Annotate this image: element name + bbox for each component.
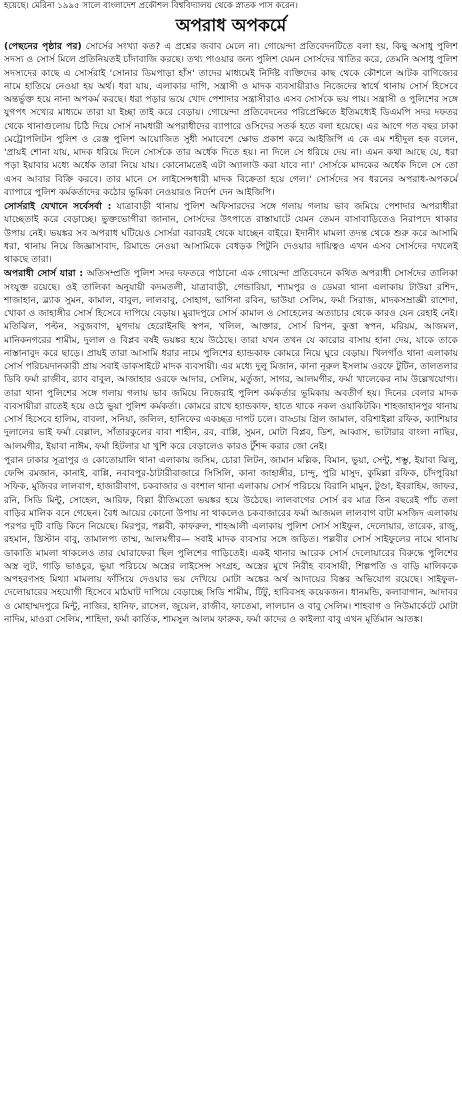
previous-article-tail: হয়েছে। মেরিনা ১৯৯৫ সালে বাংলাদেশ প্রকৌশল বিশ্ববিদ্যালয় থেকে স্নাতক পাস করেন। bbox=[4, 1, 298, 11]
continuation-marker: (পেছনের পৃষ্ঠার পর) bbox=[4, 41, 82, 52]
paragraph-intro bbox=[4, 40, 458, 199]
paragraph-old-dhaka bbox=[4, 454, 458, 626]
paragraph-sources-everything bbox=[4, 200, 458, 266]
paragraph-sources-everything-text: যাত্রাবাড়ী থানায় পুলিশ অফিসারদের সঙ্গে গলায় গলায় ভাব জমিয়ে পেশাদার অপরাধীরা যাচ্ছেতাই করে বেড়াচ্ছে। ভুক্তভোগীরা জানান, সোর্সদের উৎপাতে রাস্তাঘাটে যেমন তেমন বাসাবাড়িতেও নিরাপদে থাকার উপায় নেই। ভয়ঙ্কর সব অপরাধ ঘটিয়েও সোর্সরা বরাবরই থেকে যাচ্ছেন বাইরে। ইদানীং মামলা তদন্ত থেকে শুরু করে আসামি ধরা, থানায় নিয়ে জিজ্ঞাসাবাদ, রিমান্ডে নেওয়া আসামিকে বেধড়ক পিটুনি দেওয়ার দায়িত্বও এখন এসব সোর্সদের দখলেই থাকছে তারা। bbox=[4, 201, 458, 265]
article-body bbox=[0, 40, 462, 626]
subheading-criminal-sources: অপরাধী সোর্স যারা : bbox=[4, 268, 84, 280]
paragraph-intro-text: সোর্সের সংখ্যা কত? এ প্রশ্নের জবাব মেলে না। গোয়েন্দা প্রতিবেদনটিতে বলা হয়, কিছু অসাধু পুলিশ সদস্য ও সোর্স মিলে প্রতিনিয়তই চাঁদাবাজি করছে। তথ্য পাওয়ার জন্য পুলিশ যেমন সোর্সদের খাতির করে, তেমনি অসাধু পুলিশ সদস্যদের কাছে এ সোর্সরাই 'সোনার ডিমপাড়া হাঁস' তাদের মাধ্যমেই নির্দিষ্ট ব্যক্তিদের কাছ থেকে কৌশলে আটক বাণিজ্যের নামে হাতিয়ে নেওয়া হয় অর্থ। ধরা যায়, এলাকার দাগি, সন্ত্রাসী ও মাদক ব্যবসায়ীরাও নিজেদের স্বার্থে থানায় সোর্স হিসেবে অন্তর্ভুক্ত হয়ে নানা অপকর্ম করছে। ধরা পড়ার ভয়ে খোদ পেশাদার সন্ত্রাসীরাও এসব সোর্সকে ভয় পায়। সন্ত্রাসী ও পুলিশের সঙ্গে যুগপৎ সখ্যের মাধ্যমে তারা যা ইচ্ছা তাই করে বেড়ায়। গোয়েন্দা প্রতিবেদনের পরিপ্রেক্ষিতে ইতিমধ্যেই ডিএমপি সদর দফতর থেকে থানাগুলোয় চিঠি দিয়ে সোর্স নামধারী অপরাধীদের ব্যাপারে ওসিদের সতর্ক হতে বলা হয়েছে। এর আগে গত বছর ঢাকা মেট্রোপলিটন পুলিশ ও রেঞ্জ পুলিশ আয়োজিত সুধী সমাবেশে ক্ষোভ প্রকাশ করে আইজিপি এ কে এম শহীদুল হক বলেন, 'প্রায়ই শোনা যায়, মাদক ধরিয়ে দিলে সোর্সকে তার অর্ধেক দিতে হয়। না দিলে সে ধরিয়ে দেয় না। এমন কথা আছে যে, ধরা পড়া ইয়াবার মধ্যে অর্ধেক তারা নিয়ে যায়। কোনোমতেই এটা অ্যালাউ করা যাবে না।' সোর্সকে মাদকের অর্ধেক দিলে সে তো এসব আবার বিক্রি করবে। তার মানে সে লাইসেন্সধারী মাদক বিক্রেতা হয়ে গেল।' সোর্সদের সব ধরনের অপরাধ-অপকর্মে ব্যাপারে পুলিশ কর্মকর্তাদের কঠোর ভূমিকা নেওয়ারও নির্দেশ দেন আইজিপি। bbox=[4, 41, 458, 198]
article-headline: অপরাধ অপকর্মে bbox=[175, 16, 287, 36]
paragraph-criminal-sources-text: অতিসম্প্রতি পুলিশ সদর দফতরে পাঠানো এক গোয়েন্দা প্রতিবেদনে কথিত অপরাধী সোর্সদের তালিকা সংযুক্ত রয়েছে। ওই তালিকা অনুযায়ী কদমতলী, যাত্রাবাড়ী, গেন্ডারিয়া, শ্যামপুর ও ডেমরা থানা এলাকায় টাউয়া রশিদ, শাজাহান, ব্ল্যাক সুমন, কামাল, বাবুল, লালবাবু, সোহাগ, ভাগিনা রবিন, ভাউয়া সেলিম, ফর্মা সিরাজ, মাদকসম্রাজ্ঞী রাশেদা, খোকা ও জাহাঙ্গীর সোর্স হিসেবে দাপিয়ে বেড়ায়। মুরাদপুরে সোর্স কামাল ও সোহেলের অত্যাচার থেকে কারও যেন রেহাই নেই। মতিঝিল, পল্টন, সবুজবাগ, মুগদায় হেরোইনছি স্বপন, খলিল, আক্তার, সোর্স রিপন, কুত্তা স্বপন, মরিয়ম, আজমল, মানিকনগরের শামীম, দুলাল ও বিপ্লব বর্ষই ভয়ঙ্কর হয়ে উঠেছে। তারা যখন তখন যে কারোর বাসায় হানা দেয়, যাকে তাকে নাস্তানাবুদ করে ছাড়ে। প্রায়ই তারা আসামি ধরার নামে পুলিশের হ্যান্ডকাফ কোমরে নিয়ে ঘুরে বেড়ায়। খিলগাঁও থানা এলাকায় সোর্স পরিচয়দানকারী প্রায় সবাই ডাকসাইটে মাদক ব্যবসায়ী। এর মধ্যে দুলু মিজান, কানা নূরুল ইসলাম ওরফে টুটিন, তালতলার ডিবি ফর্মা রাজীব, র‍্যাব বাবুল, আজাহার ওরফে আদার, সেলিম, মর্তুজা, সাগর, আলমগীর, ফর্মা খালেকের নাম উল্লেখযোগ্য। তারা থানা পুলিশের সঙ্গে গলায় গলায় ভাব জমিয়ে নিজেরাই পুলিশ কর্মকর্তার ভূমিকায় অবতীর্ণ হয়। দিনের বেলার মাদক ব্যবসায়ীরা রাতেই হয়ে ওঠে ভুয়া পুলিশ কর্মকর্তা। কোমরে রাখে হ্যান্ডকাফ, হাতে থাকে নকল ওয়াকিটকি। শাহজাহানপুর থানায় সোর্স হিসেবে হালিম, বাবলা, সনিয়া, জলিল, হানিফের একচ্ছত্র দাপট চলে। বাড্ডায় গ্রিল জামাল, বরিশাইল্লা রফিক, ক্যাশিয়ার দুলালের ভাই ফর্মা বেল্লাল, সাঁতারকুলের বাবা শাহীন, রব, বাপ্পি, সুমন, মোটা বিপ্লব, ডিশ, আব্বাস, ভাটারার বাংলা নাছির, আলমগীর, ইয়াবা নাঈম, ফর্মা হিটলার যা খুশি করে বেড়ালেও কারও টুঁশব্দ করার জো নেই। bbox=[4, 268, 458, 452]
subheading-sources-everything: সোর্সরাই যেখানে সর্বেসর্বা : bbox=[4, 201, 112, 212]
paragraph-criminal-sources bbox=[4, 267, 458, 453]
paragraph-old-dhaka-text: পুরান ঢাকার সূত্রাপুর ও কোতোয়ালি থানা এলাকায় জসিম, চোরা লিটন, জামান মল্লিক, বিমান, ভুয়া, সেন্টু, শম্ভু, ইয়াবা ঝিলু, ফেন্সি রমজান, কানাই, বাপ্পি, নবাবপুর-ঠাটারীবাজারে সিসিলি, কানা জাহাঙ্গীর, চান্দু, পুরি মাসুদ, কুমিল্লা রফিক, চাঁদপুরিয়া সফিক, মুজিবর লালবাগ, হাজারীবাগ, চকবাজার ও বংশাল থানা এলাকায় সোর্স পরিচয়ে বিরানি মামুন, টুণ্ডা, ইবরাহিম, জাফর, রনি, সিডি মিন্টু, সোহেল, আরিফ, বিল্লা রীতিমতো ভয়ঙ্কর হয়ে উঠেছে। লালবাগের সোর্স রব মাত্র তিন বছরেই পাঁচ তলা বাড়ির মালিক বনে গেছেন। বৈধ আয়ের কোনো উপায় না থাকলেও চকবাজারের ফর্মা আজমল লালবাগ বাটা মসজিদ এলাকায় পরপর দুটি বাড়ি কিনে নিয়েছে। মিরপুর, পল্লবী, কাফরুল, শাহআলী এলাকায় পুলিশ সোর্স সাইফুল, দেলোয়ার, তারেক, রাজু, রহমান, খ্রিস্টান বাবু, তামালপ্য তাম্ম, আলমগীর— সবাই মাদক ব্যবসার সঙ্গে জড়িত। পল্লবীর সোর্স সাইফুলের নামে থানায় ডাকাতি মামলা থাকলেও তার ঘোরাফেরা ছিল পুলিশের গাড়িতেই। একই থানার আরেক সোর্স দেলোয়ারের বিরুদ্ধে পুলিশের অস্ত্র লুট, গাড়ি ভাঙচুর, ভুয়া পরিচয়ে অস্ত্রের লাইসেন্স সংগ্রহ, অস্ত্রের মুখে নিরীহ ব্যবসায়ী, শিল্পপতি ও বাড়ি মালিককে অপহরণসহ মিথ্যা মামলায় ফাঁসিয়ে দেওয়ার ভয় দেখিয়ে মোটা অঙ্কের অর্থ আদায়ের বিস্তর অভিযোগ রয়েছে। সাইফুল-দেলোয়ারের সহযোগী হিসেবে মাঠঘাট দাপিয়ে বেড়াচ্ছে সিডি শামীম, টিটু, হাবিবসহ কয়েকজন। ধানমন্ডি, কলাবাগান, আদাবর ও মোহাম্মদপুরে মিন্টু, নাজির, হানিফ, রাসেল, জুয়েল, রাজীব, ফাতেমা, লালচান ও বাবু সেলিম। শাহবাগ ও নিউমার্কেটে মোটা নাদিম, মাওরা সেলিম, শাহিদা, ফর্মা কার্তিক, শামসুল আলম ফারুক, ফর্মা কাদের ও কাইল্যা বাবু এখন মূর্তিমান আতঙ্ক। bbox=[4, 454, 458, 625]
